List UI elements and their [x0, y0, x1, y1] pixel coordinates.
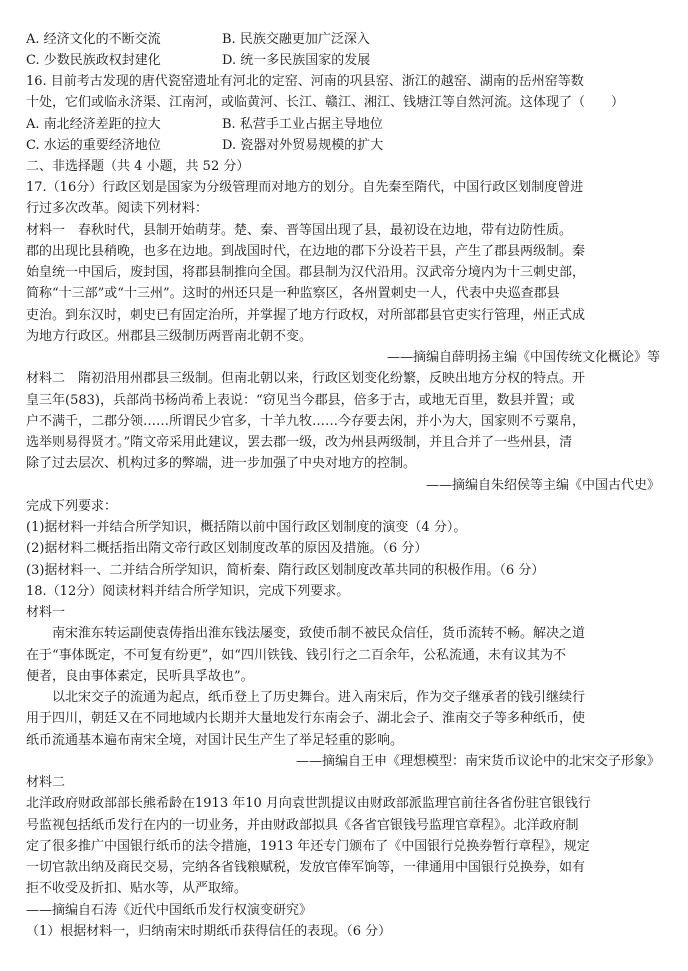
q17-intro-line-1: 17.（16分）行政区划是国家为分级管理而对地方的划分。自先秦至隋代，中国行政区划制度曾进 [26, 180, 584, 195]
q16-option-c[interactable]: C. 水运的重要经济地位 [26, 138, 161, 153]
q17-material2-line-2: 皇三年(583)，兵部尚书杨尚希上表说：“窃见当今郡县，倍多于古，或地无百里，数县并置；或 [26, 393, 575, 408]
q18-material1-para1-line-1: 南宋淮东转运副使袁俦指出淮东钱法屡变，致使币制不被民众信任，货币流转不畅。解决之道 [52, 626, 586, 641]
q17-material1-line-1: 材料一 春秋时代，县制开始萌芽。楚、秦、晋等国出现了县，最初设在边地，带有边防性质。 [26, 223, 573, 238]
q15-option-c[interactable]: C. 少数民族政权封建化 [26, 53, 161, 68]
q18-material1-para1-line-3: 便者，良由事体素定，民听具孚故也”。 [26, 669, 254, 684]
q18-material2-line-2: 号监视包括纸币发行在内的一切业务，并由财政部拟具《各省官银钱号监理官章程》。北洋政府制 [26, 818, 579, 833]
q18-material1-source: ——摘编自王申《理想模型：南宋货币议论中的北宋交子形象》 [295, 754, 660, 769]
q16-options-row-2 [26, 136, 660, 156]
q17-material1-source: ——摘编自薛明扬主编《中国传统文化概论》等 [386, 350, 660, 365]
q18-material2-label: 材料二 [26, 775, 66, 790]
q16-option-b[interactable]: B. 私营手工业占据主导地位 [222, 117, 383, 132]
q18-material1-para1-line-2: 在于“事体既定，不可复有纷更”，如“四川铁钱、钱引行之二百余年，公私流通，未有议其为不 [26, 648, 566, 663]
q16-option-d[interactable]: D. 瓷器对外贸易规模的扩大 [222, 138, 384, 153]
q17-material1-line-5: 吏治。到东汉时，刺史已有固定治所，并掌握了地方行政权，对所部郡县官吏实行管理，州正式成 [26, 308, 586, 323]
q17-subquestion-2: (2)据材料二概括指出隋文帝行政区划制度改革的原因及措施。（6 分） [26, 541, 428, 556]
q18-material1-label: 材料一 [26, 605, 66, 620]
q17-material2-source: ——摘编自朱绍侯等主编《中国古代史》 [425, 478, 660, 493]
q18-subquestion-1: （1）根据材料一，归纳南宋时期纸币获得信任的表现。（6 分） [26, 924, 392, 939]
q16-stem-line-2: 十处，它们或临永济渠、江南河，或临黄河、长江、赣江、湘江、钱塘江等自然河流。这体现了（ ） [26, 95, 625, 110]
q17-material1-line-6: 为地方行政区。州郡县三级制历两晋南北朝不变。 [26, 329, 313, 344]
section-heading: 二、非选择题（共 4 小题，共 52 分） [26, 159, 250, 174]
q16-stem-line-1: 16. 目前考古发现的唐代瓷窑遗址有河北的定窑、河南的巩县窑、浙江的越窑、湖南的岳州窑等数 [26, 74, 584, 89]
q18-material2-line-4: 一切官款出纳及商民交易，完纳各省钱粮赋税，发放官俸军饷等，一律通用中国银行兑换券，如有 [26, 860, 586, 875]
q17-material1-line-3: 始皇统一中国后，废封国，将郡县制推向全国。郡县制为汉代沿用。汉武帝分境内为十三刺史部， [26, 265, 586, 280]
q15-option-a[interactable]: A. 经济文化的不断交流 [26, 32, 161, 47]
q17-material1-line-2: 郡的出现比县稍晚，也多在边地。到战国时代，在边地的郡下分设若干县，产生了郡县两级制。秦 [26, 244, 586, 259]
q17-intro-line-2: 行过多次改革。阅读下列材料： [26, 201, 209, 216]
q17-material2-line-1: 材料二 隋初沿用州郡县三级制。但南北朝以来，行政区划变化纷繁，反映出地方分权的特点。开 [26, 371, 586, 386]
q17-material1-line-4: 简称“十三部”或“十三州”。这时的州还只是一种监察区，各州置刺史一人，代表中央巡查郡县 [26, 286, 560, 301]
q17-material2-line-4: 选举则易得贤才。”隋文帝采用此建议，罢去郡一级，改为州县两级制，并且合并了一些州县，清 [26, 435, 573, 450]
q18-intro: 18.（12分）阅读材料并结合所学知识，完成下列要求。 [26, 584, 350, 599]
q18-material1-para2-line-3: 纸币流通基本遍布南宋全境，对国计民生产生了举足轻重的影响。 [26, 733, 404, 748]
q15-options-row-1 [26, 30, 660, 50]
q18-material2-line-5: 拒不收受及折扣、贴水等，从严取缔。 [26, 881, 248, 896]
q17-task-heading: 完成下列要求： [26, 499, 118, 514]
q18-material1-para2-line-2: 用于四川，朝廷又在不同地域内长期并大量地发行东南会子、湖北会子、淮南交子等多种纸币，使 [26, 711, 586, 726]
q18-material2-line-3: 定了很多推广中国银行纸币的法令措施，1913 年还专门颁布了《中国银行兑换券暂行章程》，规定 [26, 839, 590, 854]
q17-material2-line-3: 户不满千，二郡分领……所谓民少官多，十羊九牧……今存要去闲，并小为大，国家则不亏粟帛， [26, 414, 586, 429]
q18-material1-para2-line-1: 以北宋交子的流通为起点，纸币登上了历史舞台。进入南宋后，作为交子继承者的钱引继续行 [52, 690, 586, 705]
q15-option-b[interactable]: B. 民族交融更加广泛深入 [222, 32, 370, 47]
q18-material2-line-1: 北洋政府财政部部长熊希龄在1913 年10 月向袁世凯提议由财政部派监理官前往各省份驻官银钱行 [26, 796, 591, 811]
q15-option-d[interactable]: D. 统一多民族国家的发展 [222, 53, 371, 68]
q16-options-row-1 [26, 115, 660, 135]
q17-subquestion-3: (3)据材料一、二并结合所学知识，简析秦、隋行政区划制度改革共同的积极作用。（6 分） [26, 563, 545, 578]
q18-material2-source: ——摘编自石涛《近代中国纸币发行权演变研究》 [26, 903, 313, 918]
q15-options-row-2 [26, 51, 660, 71]
q17-material2-line-5: 除了过去层次、机构过多的弊端，进一步加强了中央对地方的控制。 [26, 456, 417, 471]
q17-subquestion-1: (1)据材料一并结合所学知识，概括隋以前中国行政区划制度的演变（4 分）。 [26, 520, 467, 535]
q16-option-a[interactable]: A. 南北经济差距的拉大 [26, 117, 161, 132]
